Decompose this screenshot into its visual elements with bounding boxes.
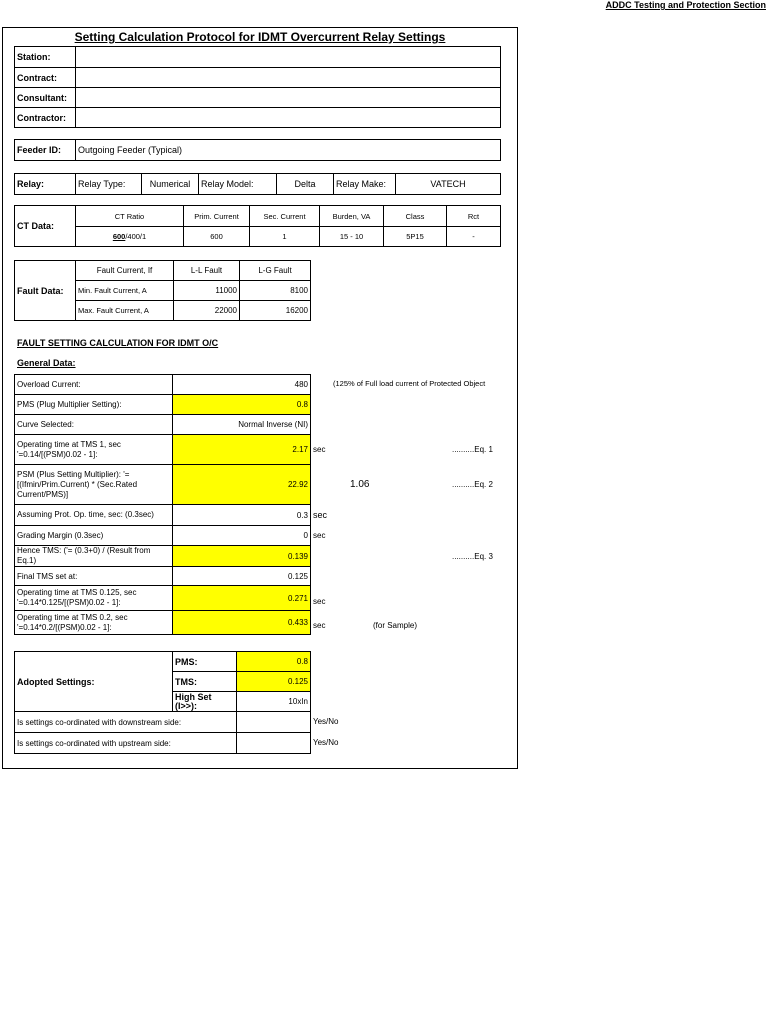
project-table bbox=[14, 46, 501, 128]
fault-min-ll[interactable]: 11000 bbox=[174, 281, 240, 301]
relay-type-label: Relay Type: bbox=[76, 174, 142, 195]
upstream-field[interactable] bbox=[237, 733, 311, 754]
sample-note: (for Sample) bbox=[373, 621, 418, 630]
adopted-label: Adopted Settings: bbox=[15, 652, 173, 712]
section-header: ADDC Testing and Protection Section bbox=[605, 0, 766, 10]
ct-header-prim: Prim. Current bbox=[184, 206, 250, 227]
consultant-field[interactable] bbox=[76, 88, 501, 108]
station-field[interactable] bbox=[76, 47, 501, 68]
psm-label: PSM (Plus Setting Multiplier): '=[(Ifmin/Prim.Current) * (Sec.Rated Current/PMS)] bbox=[15, 465, 173, 505]
page-title: Setting Calculation Protocol for IDMT Overcurrent Relay Settings bbox=[74, 30, 446, 44]
adopted-pms-label: PMS: bbox=[173, 652, 237, 672]
relay-model-value[interactable]: Delta bbox=[277, 174, 334, 195]
adopted-highset-value[interactable]: 10xIn bbox=[237, 692, 311, 712]
grading-label: Grading Margin (0.3sec) bbox=[15, 526, 173, 546]
ct-ratio-selected: 600 bbox=[112, 232, 126, 241]
relay-model-label: Relay Model: bbox=[199, 174, 277, 195]
adopted-tms-value[interactable]: 0.125 bbox=[237, 672, 311, 692]
adopted-pms-value[interactable]: 0.8 bbox=[237, 652, 311, 672]
pms-value[interactable]: 0.8 bbox=[173, 395, 311, 415]
feeder-field[interactable]: Outgoing Feeder (Typical) bbox=[76, 140, 501, 161]
fault-label: Fault Data: bbox=[15, 261, 76, 321]
overload-label: Overload Current: bbox=[15, 375, 173, 395]
upstream-label: Is settings co-ordinated with upstream side: bbox=[15, 733, 237, 754]
fault-header-lg: L-G Fault bbox=[240, 261, 311, 281]
assume-label: Assuming Prot. Op. time, sec: (0.3sec) bbox=[15, 505, 173, 526]
curve-value[interactable]: Normal Inverse (NI) bbox=[173, 415, 311, 435]
adopted-tms-label: TMS: bbox=[173, 672, 237, 692]
general-data-heading: General Data: bbox=[17, 358, 76, 368]
contractor-label: Contractor: bbox=[15, 108, 76, 128]
ct-table bbox=[14, 205, 501, 247]
grading-unit: sec bbox=[313, 531, 326, 540]
ct-ratio-value[interactable] bbox=[76, 227, 184, 247]
relay-table bbox=[14, 173, 501, 195]
downstream-field[interactable] bbox=[237, 712, 311, 733]
fault-max-ll[interactable]: 22000 bbox=[174, 301, 240, 321]
fault-row-name: Max. Fault Current, A bbox=[76, 301, 174, 321]
eq1-label: ..........Eq. 1 bbox=[452, 445, 493, 454]
assume-value[interactable]: 0.3 bbox=[173, 505, 311, 526]
ct-prim-value[interactable]: 600 bbox=[184, 227, 250, 247]
relay-type-value[interactable]: Numerical bbox=[142, 174, 199, 195]
relay-make-value[interactable]: VATECH bbox=[396, 174, 501, 195]
upstream-yesno[interactable]: Yes/No bbox=[313, 738, 339, 747]
downstream-label: Is settings co-ordinated with downstream side: bbox=[15, 712, 237, 733]
op-time-tms0125-label: Operating time at TMS 0.125, sec '=0.14*0.125/[(PSM)0.02 - 1]: bbox=[15, 586, 173, 611]
ct-sec-value[interactable]: 1 bbox=[250, 227, 320, 247]
contract-label: Contract: bbox=[15, 68, 76, 88]
grading-value[interactable]: 0 bbox=[173, 526, 311, 546]
ct-header-sec: Sec. Current bbox=[250, 206, 320, 227]
overload-value[interactable]: 480 bbox=[173, 375, 311, 395]
relay-make-label: Relay Make: bbox=[334, 174, 396, 195]
ct-class-value[interactable]: 5P15 bbox=[384, 227, 447, 247]
pms-label: PMS (Plug Multiplier Setting): bbox=[15, 395, 173, 415]
op-time-tms1-value[interactable]: 2.17 bbox=[173, 435, 311, 465]
op-time-tms0125-value[interactable]: 0.271 bbox=[173, 586, 311, 611]
downstream-yesno[interactable]: Yes/No bbox=[313, 717, 339, 726]
hence-tms-label: Hence TMS: ('= (0.3+0) / (Result from Eq.1) bbox=[15, 546, 173, 567]
ct-header-rct: Rct bbox=[447, 206, 501, 227]
ct-burden-value[interactable]: 15 - 10 bbox=[320, 227, 384, 247]
psm-value[interactable]: 22.92 bbox=[173, 465, 311, 505]
ct-header-class: Class bbox=[384, 206, 447, 227]
ct-label: CT Data: bbox=[15, 206, 76, 247]
op-time-tms02-label: Operating time at TMS 0.2, sec '=0.14*0.2/[(PSM)0.02 - 1]: bbox=[15, 611, 173, 635]
ct-ratio-rest: /400/1 bbox=[125, 232, 147, 241]
final-tms-label: Final TMS set at: bbox=[15, 567, 173, 586]
calc-heading: FAULT SETTING CALCULATION FOR IDMT O/C bbox=[17, 338, 219, 348]
ct-header-burden: Burden, VA bbox=[320, 206, 384, 227]
fault-min-lg[interactable]: 8100 bbox=[240, 281, 311, 301]
op-time-tms1-label: Operating time at TMS 1, sec '=0.14/[(PSM)0.02 - 1]: bbox=[15, 435, 173, 465]
fault-table bbox=[14, 260, 311, 321]
calc-table bbox=[14, 374, 311, 635]
feeder-table bbox=[14, 139, 501, 161]
psm-extra-value: 1.06 bbox=[350, 479, 370, 490]
fault-header-name: Fault Current, If bbox=[76, 261, 174, 281]
contractor-field[interactable] bbox=[76, 108, 501, 128]
op-time-tms02-value[interactable]: 0.433 bbox=[173, 611, 311, 635]
relay-label: Relay: bbox=[15, 174, 76, 195]
adopted-table bbox=[14, 651, 311, 754]
op1-unit: sec bbox=[313, 445, 326, 454]
station-label: Station: bbox=[15, 47, 76, 68]
ct-rct-value[interactable]: - bbox=[447, 227, 501, 247]
fault-row-name: Min. Fault Current, A bbox=[76, 281, 174, 301]
op125-unit: sec bbox=[313, 597, 326, 606]
fault-max-lg[interactable]: 16200 bbox=[240, 301, 311, 321]
feeder-label: Feeder ID: bbox=[15, 140, 76, 161]
consultant-label: Consultant: bbox=[15, 88, 76, 108]
op02-unit: sec bbox=[313, 621, 326, 630]
contract-field[interactable] bbox=[76, 68, 501, 88]
assume-unit: sec bbox=[313, 510, 328, 520]
overload-note: (125% of Full load current of Protected Object bbox=[333, 379, 486, 388]
curve-label: Curve Selected: bbox=[15, 415, 173, 435]
adopted-highset-label: High Set (I>>): bbox=[173, 692, 237, 712]
hence-tms-value[interactable]: 0.139 bbox=[173, 546, 311, 567]
eq3-label: ..........Eq. 3 bbox=[452, 552, 493, 561]
eq2-label: ..........Eq. 2 bbox=[452, 480, 493, 489]
ct-header-ratio: CT Ratio bbox=[76, 206, 184, 227]
final-tms-value[interactable]: 0.125 bbox=[173, 567, 311, 586]
fault-header-ll: L-L Fault bbox=[174, 261, 240, 281]
